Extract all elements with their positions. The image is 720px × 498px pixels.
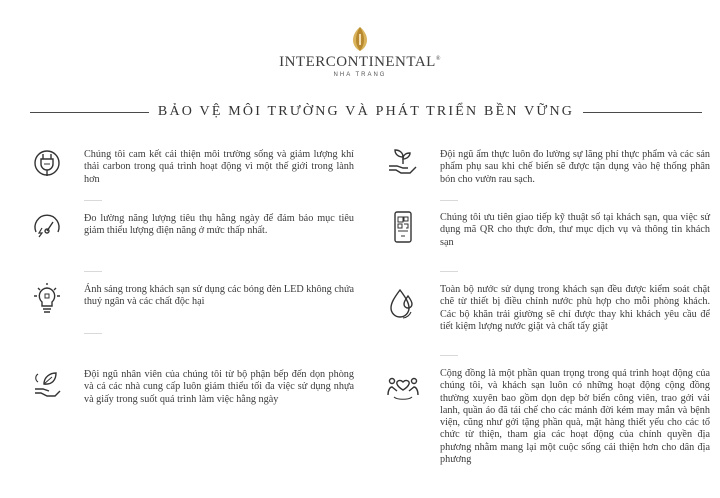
separator	[440, 355, 458, 356]
item-text: Đo lường năng lượng tiêu thụ hằng ngày để đảm bảo mục tiêu giảm thiểu lượng điện năng ở mức thấp nhất.	[84, 213, 354, 237]
intercontinental-logo-icon	[351, 26, 369, 52]
brand-header	[0, 26, 720, 78]
plug-leaf-icon	[30, 146, 64, 180]
separator	[440, 200, 458, 201]
section-heading-row	[30, 104, 702, 120]
item-text: Ánh sáng trong khách sạn sử dụng các bóng đèn LED không chứa thuỷ ngân và các chất độc hại	[84, 284, 354, 308]
divider-right	[583, 112, 702, 113]
plant-hand-icon	[386, 146, 420, 180]
item-text: Đội ngũ ẩm thực luôn đo lường sự lãng phí thực phẩm và các sản phẩm phụ sau khi chế biến sẽ được tận dụng vào hệ thống phân bón cho vườn rau sạch.	[440, 149, 710, 185]
separator	[84, 271, 102, 272]
community-heart-icon	[386, 369, 420, 403]
brand-location: NHA TRANG	[333, 72, 387, 78]
qr-phone-icon	[386, 210, 420, 244]
water-drop-icon	[386, 286, 420, 320]
item-text: Toàn bộ nước sử dụng trong khách sạn đều được kiểm soát chặt chẽ từ thiết bị điều chỉnh nước phù hợp cho mỗi phòng khách. Các bộ khăn trải giường sẽ chỉ được thay khi khách yêu cầu để tiết kiệm lượng nước giặt và chất tẩy giặt	[440, 284, 710, 332]
led-bulb-icon	[30, 282, 64, 316]
item-text: Đội ngũ nhân viên của chúng tôi từ bộ phận bếp đến dọn phòng và cả các nhà cung cấp luôn giảm thiểu tối đa việc sử dụng nhựa và giấy trong suốt quá trình làm việc hằng ngày	[84, 369, 354, 405]
energy-gauge-icon	[30, 210, 64, 244]
separator	[84, 333, 102, 334]
divider-left	[30, 112, 149, 113]
separator	[440, 271, 458, 272]
brand-name: INTERCONTINENTAL®	[279, 54, 441, 70]
item-text: Chúng tôi ưu tiên giao tiếp kỹ thuật số tại khách sạn, qua việc sử dụng mã QR cho thực đơn, thư mục dịch vụ và thông tin khách sạn	[440, 212, 710, 248]
section-heading: BẢO VỆ MÔI TRƯỜNG VÀ PHÁT TRIỂN BỀN VỮNG	[157, 104, 575, 119]
separator	[84, 200, 102, 201]
item-text: Cộng đồng là một phần quan trọng trong quá trình hoạt động của chúng tôi, và khách sạn luôn có những hoạt động cộng đồng thường xuyên bao gồm dọn dẹp bờ biển công viên, trao gởi vải lanh, quần áo đã tái chế cho các mảnh đời kém may mắn và bệnh viện, cũng như gởi tặng phần quà, mặt hàng thiết yếu cho các tổ chức từ thiện, tham gia các hoạt động của chính quyền địa phương nhằm mang lại một cuộc sống cải thiện hơn cho dân địa phương	[440, 368, 710, 466]
hand-leaf-icon	[30, 368, 64, 402]
item-text: Chúng tôi cam kết cải thiện môi trường sống và giảm lượng khí thải carbon trong quá trình hoạt động vì một thế giới trong lành hơn	[84, 149, 354, 185]
